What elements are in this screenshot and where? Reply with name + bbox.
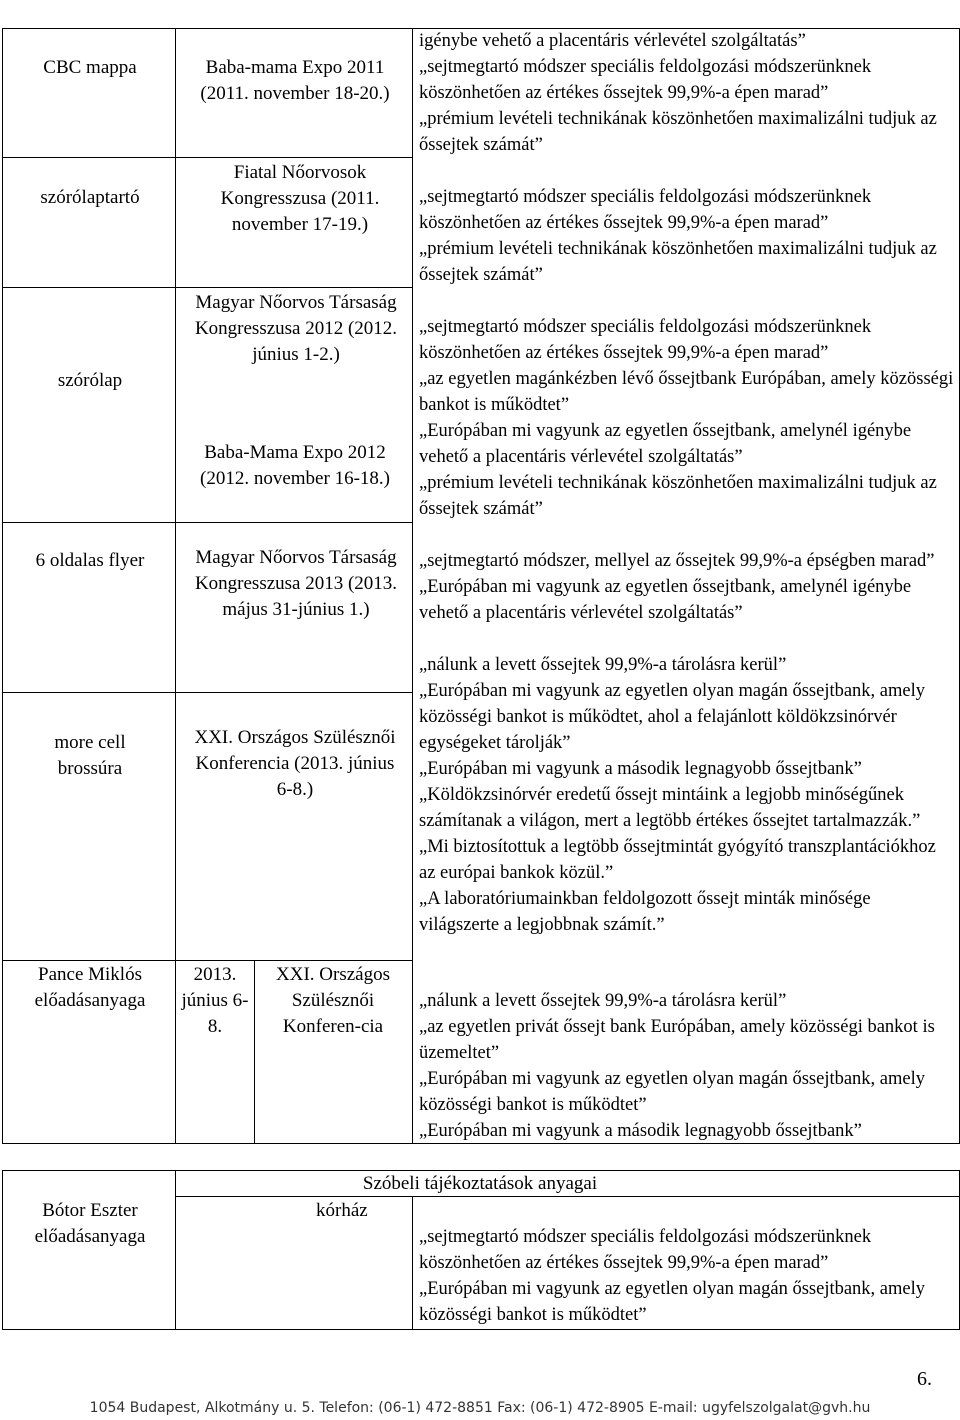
material-cell <box>30 730 150 782</box>
event-cell <box>186 440 404 492</box>
message-text: „sejtmegtartó módszer speciális feldolgozási módszerünknek köszönhetően az értékes őssejtek 99,9%-a épen marad” „az egyetlen magánkézben lévő őssejtbank Európában, amely közösségi bankot is működtet” „Európában mi vagyunk az egyetlen őssejtbank, amelynél igénybe vehető a placentáris vérlevétel szolgáltatás” „prémium levételi technikának köszönhetően maximalizálni tudjuk az őssejtek számát” <box>419 317 954 519</box>
material-cell <box>10 185 170 211</box>
oral-info-header-text: Szóbeli tájékoztatások anyagai <box>362 1173 598 1194</box>
material-cell <box>10 962 170 1014</box>
message-cell <box>419 962 955 1144</box>
event-date: 2013. június 6-8. <box>181 964 249 1037</box>
row-divider <box>2 522 412 523</box>
material-label: CBC mappa <box>43 57 137 78</box>
event-cell <box>186 55 404 107</box>
event-text: Baba-mama Expo 2011 (2011. november 18-20.) <box>200 57 390 104</box>
material-label: szórólap <box>57 370 123 391</box>
material-cell <box>10 548 170 574</box>
material-label: szórólaptartó <box>40 187 140 208</box>
row-divider <box>2 692 412 693</box>
message-text: „sejtmegtartó módszer speciális feldolgozási módszerünknek köszönhetően az értékes őssejtek 99,9%-a épen marad” „Európában mi vagyunk az egyetlen olyan magán őssejtbank, amely közösségi bankot is működtet” <box>419 1227 926 1325</box>
material-label: Pance Miklós előadásanyaga <box>34 964 146 1011</box>
message-cell <box>419 626 955 938</box>
event-cell <box>190 545 402 623</box>
table-divider <box>254 960 255 1144</box>
material-cell <box>10 1198 170 1250</box>
message-text: „nálunk a levett őssejtek 99,9%-a tárolásra kerül” „Európában mi vagyunk az egyetlen olyan magán őssejtbank, amely közösségi bankot is működtet, ahol a felajánlott köldökzsinórvér egységeket tárolják” „Európában mi vagyunk a második legnagyobb őssejtbank” „Köldökzsinórvér eredetű őssejt mintáink a legjobb minőségűnek számítanak a világon, mert a legtöbb értékes őssejtet tartalmazzák.” „Mi biztosítottuk a legtöbb őssejtmintát gyógyító transzplantációkhoz az európai bankok közül.” „A laboratóriumainkban feldolgozott őssejt minták minősége világszerte a legjobbnak számít.” <box>419 655 936 935</box>
message-text: igénybe vehető a placentáris vérlevétel szolgáltatás” „sejtmegtartó módszer speciális feldolgozási módszerünknek köszönhetően az értékes őssejtek 99,9%-a épen marad” „prémium levételi technikának köszönhetően maximalizálni tudjuk az őssejtek számát” <box>419 31 937 155</box>
row-divider <box>2 157 412 158</box>
row-divider <box>2 287 412 288</box>
event-text: Magyar Nőorvos Társaság Kongresszusa 2012 (2012. június 1-2.) <box>194 292 398 365</box>
message-text: „sejtmegtartó módszer, mellyel az őssejtek 99,9%-a épségben marad” „Európában mi vagyunk az egyetlen őssejtbank, amelynél igénybe vehető a placentáris vérlevétel szolgáltatás” <box>419 551 935 623</box>
event-cell <box>200 160 400 238</box>
event-text: XXI. Országos Szülésznői Konferencia (2013. június 6-8.) <box>194 727 396 800</box>
material-label: Bótor Eszter előadásanyaga <box>34 1200 146 1247</box>
table-divider <box>175 28 176 1144</box>
event-cell <box>190 290 402 368</box>
message-text: „sejtmegtartó módszer speciális feldolgozási módszerünknek köszönhetően az értékes őssejtek 99,9%-a épen marad” „prémium levételi technikának köszönhetően maximalizálni tudjuk az őssejtek számát” <box>419 187 937 285</box>
message-cell <box>419 2 955 158</box>
table-divider <box>412 1196 413 1330</box>
material-cell <box>10 368 170 394</box>
event-text: XXI. Országos Szülésznői Konferen-cia <box>276 964 390 1037</box>
material-label: 6 oldalas flyer <box>35 550 145 571</box>
place-text: kórház <box>316 1200 368 1221</box>
event-cell <box>186 725 404 803</box>
message-cell <box>419 522 955 626</box>
message-cell <box>419 288 955 522</box>
event-cell <box>262 962 404 1040</box>
event-text: Magyar Nőorvos Társaság Kongresszusa 2013 (2013. május 31-június 1.) <box>194 547 398 620</box>
material-cell <box>10 55 170 81</box>
row-divider <box>2 960 412 961</box>
event-text: Fiatal Nőorvosok Kongresszusa (2011. november 17-19.) <box>220 162 380 235</box>
event-date-cell <box>180 962 250 1040</box>
page-number: 6. <box>917 1368 932 1390</box>
place-cell <box>316 1198 408 1224</box>
table-divider <box>412 28 413 1144</box>
message-cell <box>419 1198 955 1328</box>
message-cell <box>419 158 955 288</box>
footer-address: 1054 Budapest, Alkotmány u. 5. Telefon: (06-1) 472-8851 Fax: (06-1) 472-8905 E-mail: ugyfelszolgalat@gvh.hu <box>89 1400 871 1416</box>
material-label: more cell brossúra <box>54 732 126 779</box>
event-text: Baba-Mama Expo 2012 (2012. november 16-18.) <box>200 442 390 489</box>
oral-info-header <box>176 1171 784 1197</box>
message-text: „nálunk a levett őssejtek 99,9%-a tárolásra kerül” „az egyetlen privát őssejt bank Európában, amely közösségi bankot is üzemeltet” „Európában mi vagyunk az egyetlen olyan magán őssejtbank, amely közösségi bankot is működtet” „Európában mi vagyunk a második legnagyobb őssejtbank” <box>419 991 935 1141</box>
